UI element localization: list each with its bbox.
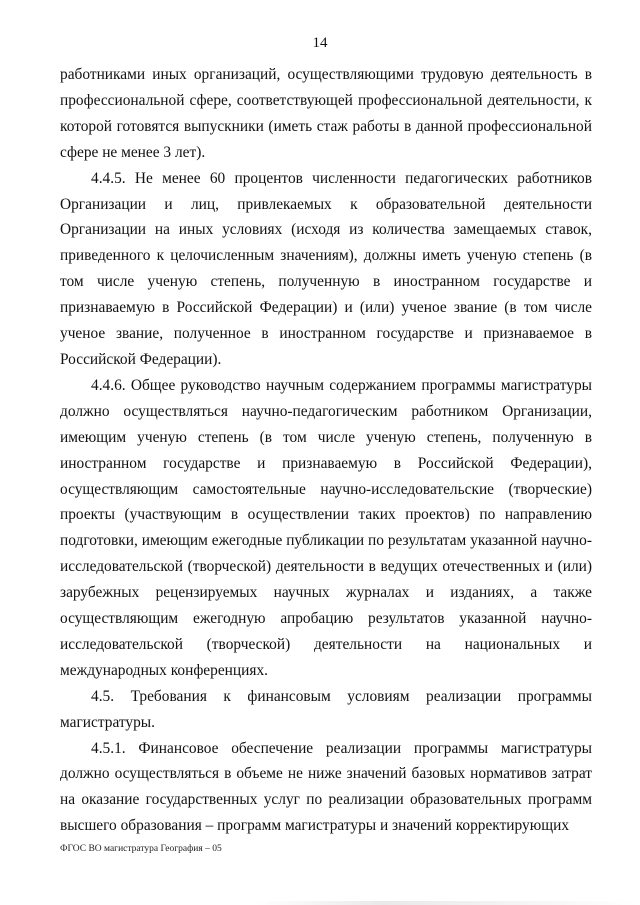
paragraph-4-5: 4.5. Требования к финансовым условиям реализации программы магистратуры.	[60, 687, 592, 731]
paragraph-4-4-5: 4.4.5. Не менее 60 процентов численности педагогических работников Организации и лиц, привлекаемых к образовательной деятельности Организации на иных условиях (исходя из количества замещаемых ставок, приведенного к целочисленным значениям), должны иметь ученую степень (в том числе ученую степень, полученную в иностранном государстве и признаваемую в Российской Федерации) и (или) ученое звание (в том числе ученое звание, полученное в иностранном государстве и признаваемое в Российской Федерации).	[60, 169, 592, 368]
page-number: 14	[312, 35, 328, 51]
paragraph-continuation: работниками иных организаций, осуществляющими трудовую деятельность в профессиональной сфере, соответствующей профессиональной деятельности, к которой готовятся выпускники (иметь стаж работы в данной профессиональной сфере не менее 3 лет).	[60, 66, 592, 161]
paragraph-4-4-6: 4.4.6. Общее руководство научным содержанием программы магистратуры должно осуществляться научно-педагогическим работником Организации, имеющим ученую степень (в том числе ученую степень, полученную в иностранном государстве и признаваемую в Российской Федерации), осуществляющим самостоятельные научно-исследовательские (творческие) проекты (участвующим в осуществлении таких проектов) по направлению подготовки, имеющим ежегодные публикации по результатам указанной научно-исследовательской (творческой) деятельности в ведущих отечественных и (или) зарубежных рецензируемых научных журналах и изданиях, а также осуществляющим ежегодную апробацию результатов указанной научно-исследовательской (творческой) деятельности на национальных и международных конференциях.	[60, 376, 592, 679]
scan-edge-divider	[0, 901, 640, 905]
body-text	[60, 62, 592, 839]
footer-note: ФГОС ВО магистратура География – 05	[60, 844, 222, 854]
paragraph-4-5-1: 4.5.1. Финансовое обеспечение реализации программы магистратуры должно осуществляться в объеме не ниже значений базовых нормативов затрат на оказание государственных услуг по реализации образовательных программ высшего образования – программ магистратуры и значений корректирующих	[60, 739, 592, 835]
